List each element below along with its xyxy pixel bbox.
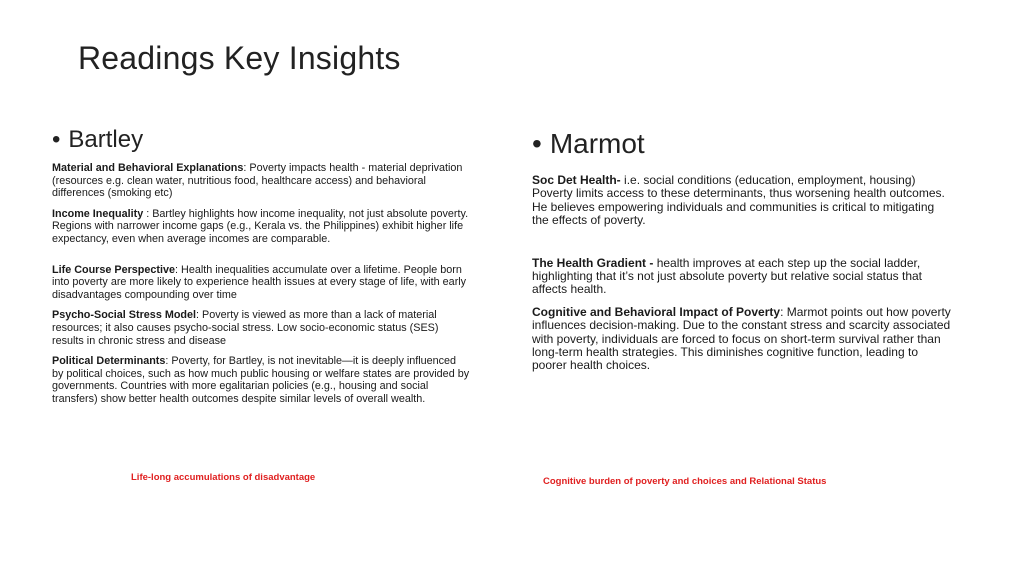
insight-health-gradient	[532, 257, 952, 297]
insight-cognitive-behavioral: Cognitive and Behavioral Impact of Poverty: Marmot points out how poverty influences decision-making. Due to the constant stress and scarcity associated with poverty, individuals are forced to focus on short-term survival rather than long-term health strategies. This diminishes cognitive function, leading to poorer health choices.	[532, 304, 951, 373]
insight-soc-det-health	[532, 174, 952, 228]
bartley-column	[52, 126, 470, 414]
bartley-heading-label: Bartley	[68, 126, 144, 153]
marmot-column	[532, 128, 952, 382]
insight-term: Cognitive and Behavioral Impact of Poverty	[532, 304, 781, 319]
insight-term: The Health Gradient -	[532, 255, 654, 270]
insight-term: Political Determinants	[52, 355, 166, 368]
insight-text: Poverty impacts health - material deprivation (resources e.g. clean water, nutritious food, healthcare access) and behavioral differences (smoking etc)	[52, 162, 463, 200]
marmot-heading-label: Marmot	[549, 128, 645, 159]
insight-text: Poverty, for Bartley, is not inevitable—it is deeply influenced by political choices, such as how much public housing or welfare states are provided by governments. Countries with more egalitarian policies (e.g., housing and social transfers) show better health outcomes despite similar levels of overall wealth.	[52, 355, 470, 405]
insight-text: Bartley highlights how income inequality, not just absolute poverty. Regions with narrower income gaps (e.g., Kerala vs. the Philippines) exhibit higher life expectancy, even when average incomes are comparable.	[52, 207, 469, 245]
insight-text: Marmot points out how poverty influences decision-making. Due to the constant stress and scarcity associated with poverty, individuals are forced to focus on short-term survival rather than long-term health strategies. This diminishes cognitive function, leading to poorer health choices.	[532, 304, 951, 373]
insight-text: Health inequalities accumulate over a lifetime. People born into poverty are more likely to experience health issues at every stage of life, with early disadvantages compounding over time	[52, 263, 467, 301]
insight-material-behavioral: Material and Behavioral Explanations: Poverty impacts health - material deprivation (resources e.g. clean water, nutritious food, healthcare access) and behavioral differences (smoking etc)	[52, 162, 463, 200]
insight-psycho-social: Psycho-Social Stress Model: Poverty is viewed as more than a lack of material resources; it also causes psycho-social stress. Low socio-economic status (SES) results in chronic stress and disease	[52, 309, 439, 347]
slide-title: Readings Key Insights	[78, 40, 401, 76]
insight-term: Life Course Perspective	[52, 263, 176, 276]
bullet-icon: •	[52, 126, 61, 153]
insight-political-determinants: Political Determinants: Poverty, for Bartley, is not inevitable—it is deeply influenced by political choices, such as how much public housing or welfare states are provided by governments. Countries with more egalitarian policies (e.g., housing and social transfers) show better health outcomes despite similar levels of overall wealth.	[52, 355, 470, 405]
bartley-heading	[52, 126, 470, 154]
insight-text: Poverty is viewed as more than a lack of material resources; it also causes psycho-social stress. Low socio-economic status (SES) results in chronic stress and disease	[52, 309, 439, 347]
insight-term: Soc Det Health-	[532, 173, 621, 187]
marmot-summary-note: Cognitive burden of poverty and choices and Relational Status	[543, 476, 827, 487]
insight-income-inequality: Income Inequality : Bartley highlights how income inequality, not just absolute poverty. Regions with narrower income gaps (e.g., Kerala vs. the Philippines) exhibit higher life expectancy, even when average incomes are comparable.	[52, 207, 469, 245]
marmot-heading	[532, 128, 952, 160]
insight-term: Income Inequality	[52, 207, 144, 220]
insight-term: Psycho-Social Stress Model	[52, 309, 197, 322]
insight-term: Material and Behavioral Explanations	[52, 162, 244, 174]
insight-life-course: Life Course Perspective: Health inequalities accumulate over a lifetime. People born into poverty are more likely to experience health issues at every stage of life, with early disadvantages compounding over time	[52, 263, 467, 301]
insight-text: health improves at each step up the social ladder, highlighting that it’s not just absolute poverty but relative social status that affects health.	[532, 255, 923, 297]
bullet-icon: •	[532, 128, 542, 159]
bartley-summary-note: Life-long accumulations of disadvantage	[131, 472, 316, 483]
insight-text: i.e. social conditions (education, employment, housing) Poverty limits access to these determinants, thus worsening health outcomes. He believes empowering individuals and communities is critical to mitigating the effects of poverty.	[532, 173, 945, 228]
